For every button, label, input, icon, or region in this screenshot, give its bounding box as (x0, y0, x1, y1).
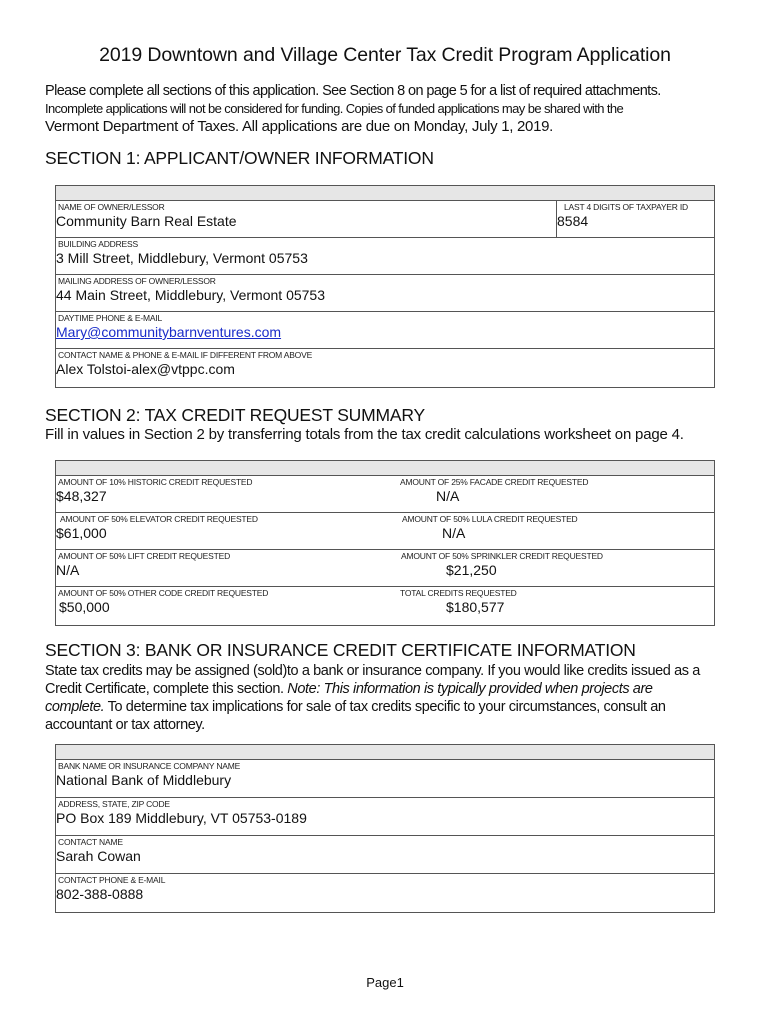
contact-phone-label: CONTACT PHONE & E-MAIL (58, 875, 166, 885)
taxpayer-field[interactable] (556, 201, 714, 237)
credit-row-2 (56, 513, 714, 550)
elevator-value[interactable]: $61,000 (56, 525, 107, 541)
section2-form (55, 460, 715, 626)
section3-line-2 (45, 680, 725, 698)
historic-field[interactable] (56, 476, 396, 512)
section3-note-end: complete. (45, 699, 105, 715)
intro-text (45, 82, 735, 136)
historic-label: AMOUNT OF 10% HISTORIC CREDIT REQUESTED (58, 477, 253, 487)
lift-field[interactable] (56, 550, 396, 586)
bank-row[interactable] (56, 760, 714, 798)
total-label: TOTAL CREDITS REQUESTED (400, 588, 517, 598)
mailing-label: MAILING ADDRESS OF OWNER/LESSOR (58, 276, 216, 286)
contact-phone-value[interactable]: 802-388-0888 (56, 886, 144, 902)
address-row[interactable] (56, 798, 714, 836)
facade-label: AMOUNT OF 25% FACADE CREDIT REQUESTED (400, 477, 589, 487)
taxpayer-label: LAST 4 DIGITS OF TAXPAYER ID (564, 202, 688, 212)
credit-row-4 (56, 587, 714, 625)
sprinkler-label: AMOUNT OF 50% SPRINKLER CREDIT REQUESTED (401, 551, 603, 561)
section3-line-3 (45, 698, 725, 716)
address-value[interactable]: PO Box 189 Middlebury, VT 05753-0189 (56, 810, 307, 826)
section3-form (55, 744, 715, 913)
owner-label: NAME OF OWNER/LESSOR (58, 202, 165, 212)
mailing-row[interactable] (56, 275, 714, 312)
credit-row-3 (56, 550, 714, 587)
taxpayer-value[interactable]: 8584 (557, 213, 589, 229)
section2-subheading: Fill in values in Section 2 by transferring totals from the tax credit calculations worksheet on page 4. (45, 426, 684, 443)
lula-label: AMOUNT OF 50% LULA CREDIT REQUESTED (402, 514, 578, 524)
intro-line-2: Incomplete applications will not be considered for funding. Copies of funded applications may be shared with the (45, 101, 624, 116)
bank-label: BANK NAME OR INSURANCE COMPANY NAME (58, 761, 241, 771)
form-header-bar (56, 186, 714, 201)
owner-value[interactable]: Community Barn Real Estate (56, 213, 237, 229)
contact-phone-row[interactable] (56, 874, 714, 912)
total-field[interactable] (396, 587, 714, 625)
intro-line-3: Vermont Department of Taxes. All applications are due on Monday, July 1, 2019. (45, 118, 554, 135)
section3-line-4: accountant or tax attorney. (45, 717, 205, 733)
elevator-label: AMOUNT OF 50% ELEVATOR CREDIT REQUESTED (60, 514, 258, 524)
section1-heading: SECTION 1: APPLICANT/OWNER INFORMATION (45, 148, 434, 168)
mailing-value[interactable]: 44 Main Street, Middlebury, Vermont 05753 (56, 287, 326, 303)
section2-heading: SECTION 2: TAX CREDIT REQUEST SUMMARY (45, 405, 425, 425)
sprinkler-value[interactable]: $21,250 (446, 562, 497, 578)
elevator-field[interactable] (56, 513, 396, 549)
section1-form (55, 185, 715, 388)
other-field[interactable] (56, 587, 396, 625)
sprinkler-field[interactable] (396, 550, 714, 586)
section3-line-3b: To determine tax implications for sale of tax credits specific to your circumstances, consult an (104, 699, 666, 715)
building-label: BUILDING ADDRESS (58, 239, 138, 249)
page-title: 2019 Downtown and Village Center Tax Credit Program Application (99, 44, 671, 66)
contact-label: CONTACT NAME & PHONE & E-MAIL IF DIFFERENT FROM ABOVE (58, 350, 313, 360)
owner-field[interactable] (56, 201, 556, 237)
contact-name-row[interactable] (56, 836, 714, 874)
owner-row (56, 201, 714, 238)
page-number: Page1 (366, 975, 404, 990)
other-label: AMOUNT OF 50% OTHER CODE CREDIT REQUESTED (58, 588, 269, 598)
building-value[interactable]: 3 Mill Street, Middlebury, Vermont 05753 (56, 250, 308, 266)
facade-field[interactable] (396, 476, 714, 512)
contact-name-label: CONTACT NAME (58, 837, 123, 847)
contact-name-value[interactable]: Sarah Cowan (56, 848, 141, 864)
phone-row[interactable] (56, 312, 714, 349)
form-header-bar (56, 745, 714, 760)
lift-value[interactable]: N/A (56, 562, 80, 578)
phone-label: DAYTIME PHONE & E-MAIL (58, 313, 163, 323)
contact-row[interactable] (56, 349, 714, 387)
total-value[interactable]: $180,577 (446, 599, 505, 615)
section3-line-2a: Credit Certificate, complete this section. (45, 681, 288, 697)
historic-value[interactable]: $48,327 (56, 488, 107, 504)
bank-value[interactable]: National Bank of Middlebury (56, 772, 232, 788)
section3-line-1: State tax credits may be assigned (sold)to a bank or insurance company. If you would like credits issued as a (45, 663, 700, 679)
phone-email-link[interactable]: Mary@communitybarnventures.com (56, 324, 282, 340)
section3-heading: SECTION 3: BANK OR INSURANCE CREDIT CERTIFICATE INFORMATION (45, 640, 636, 660)
form-header-bar (56, 461, 714, 476)
credit-row-1 (56, 476, 714, 513)
lift-label: AMOUNT OF 50% LIFT CREDIT REQUESTED (58, 551, 231, 561)
lula-field[interactable] (396, 513, 714, 549)
address-label: ADDRESS, STATE, ZIP CODE (58, 799, 170, 809)
section3-text (45, 662, 725, 734)
building-row[interactable] (56, 238, 714, 275)
section3-note: Note: This information is typically provided when projects are (287, 681, 653, 697)
contact-value[interactable]: Alex Tolstoi-alex@vtppc.com (56, 361, 235, 377)
facade-value[interactable]: N/A (436, 488, 460, 504)
intro-line-1: Please complete all sections of this application. See Section 8 on page 5 for a list of required attachments. (45, 83, 661, 99)
lula-value[interactable]: N/A (442, 525, 466, 541)
other-value[interactable]: $50,000 (59, 599, 110, 615)
